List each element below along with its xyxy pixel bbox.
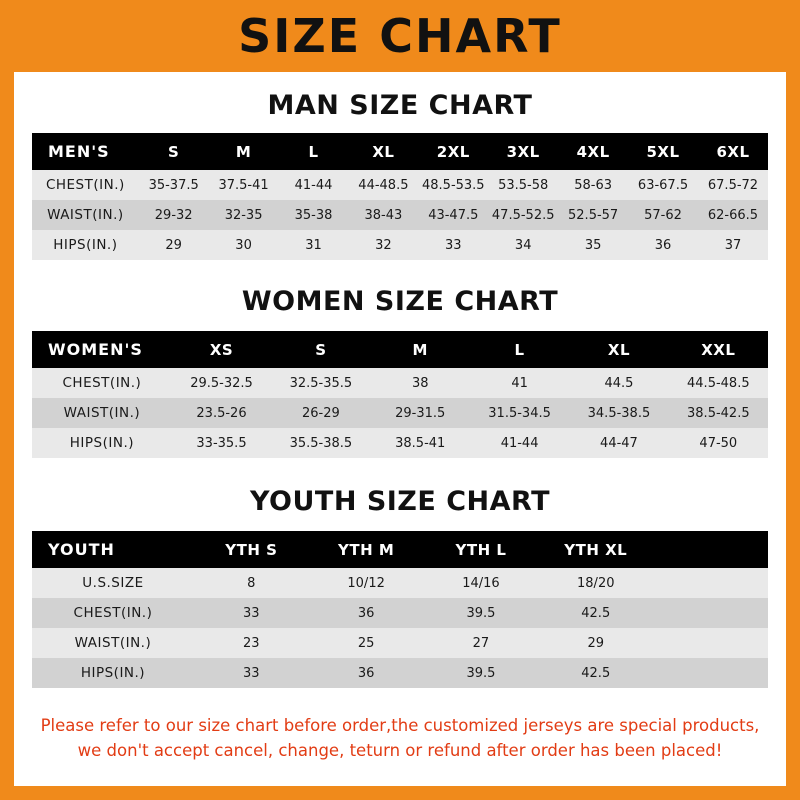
women-table-body [32,368,768,458]
table-row [32,628,768,658]
header-band [0,0,800,72]
table-row [32,598,768,628]
women-waist-xxl: 38.5-42.5 [687,405,750,421]
youth-section-title: YOUTH SIZE CHART [249,486,551,517]
men-chest-6xl: 67.5-72 [707,177,759,193]
youth-header-yth-s: YTH S [225,540,278,559]
content [14,90,786,764]
youth-chest-xl: 42.5 [581,605,611,621]
women-chest-xxl: 44.5-48.5 [687,375,750,391]
women-chest-m: 38 [411,375,429,391]
men-waist-3xl: 47.5-52.5 [491,207,555,223]
men-hips-s: 29 [165,237,182,253]
men-header-2xl: 2XL [436,142,470,161]
footer-note-line1: Please refer to our size chart before order,the customized jerseys are special products, [40,716,760,735]
youth-ussize-spacer [653,568,768,598]
men-waist-4xl: 52.5-57 [568,207,619,223]
men-header-m: M [235,142,252,161]
men-waist-s: 29-32 [154,207,193,223]
footer-note [32,714,768,764]
women-hips-xs: 33-35.5 [196,435,247,451]
men-hips-label: HIPS(IN.) [53,237,118,253]
bottom-band [0,786,800,800]
women-hips-m: 38.5-41 [395,435,446,451]
men-chest-m: 37.5-41 [218,177,269,193]
youth-chest-l: 39.5 [466,605,496,621]
men-chest-s: 35-37.5 [148,177,199,193]
youth-hips-l: 39.5 [466,665,496,681]
youth-header-label: YOUTH [48,540,115,559]
women-header-label: WOMEN'S [48,340,143,359]
men-waist-m: 32-35 [224,207,263,223]
women-waist-xs: 23.5-26 [196,405,247,421]
women-waist-xl: 34.5-38.5 [587,405,651,421]
men-size-table [32,133,768,260]
youth-size-table [32,531,768,688]
women-header-m: M [412,340,428,359]
men-header-5xl: 5XL [646,142,680,161]
men-chest-2xl: 48.5-53.5 [422,177,485,193]
table-header-row [32,531,768,568]
men-hips-xl: 32 [375,237,392,253]
youth-chest-m: 36 [357,605,375,621]
women-header-l: L [514,340,525,359]
men-chest-5xl: 63-67.5 [637,177,689,193]
men-section-title: MAN SIZE CHART [267,90,533,121]
youth-chest-spacer [653,598,768,628]
men-header-s: S [168,142,180,161]
men-chest-label: CHEST(IN.) [45,177,125,193]
men-chest-4xl: 58-63 [574,177,612,193]
men-waist-6xl: 62-66.5 [707,207,759,223]
table-row [32,200,768,230]
men-hips-l: 31 [305,237,322,253]
men-waist-label: WAIST(IN.) [47,207,124,223]
men-waist-5xl: 57-62 [644,207,682,223]
men-hips-6xl: 37 [724,237,742,253]
women-hips-l: 41-44 [500,435,539,451]
women-chest-s: 32.5-35.5 [289,375,353,391]
table-header-row [32,133,768,170]
youth-ussize-label: U.S.SIZE [82,575,144,591]
women-waist-l: 31.5-34.5 [488,405,551,421]
men-header-6xl: 6XL [716,142,750,161]
women-chest-label: CHEST(IN.) [62,375,142,391]
youth-table-body [32,568,768,688]
table-row [32,568,768,598]
women-table-header [32,331,768,368]
men-chest-xl: 44-48.5 [358,177,409,193]
youth-ussize-s: 8 [247,575,256,591]
women-waist-m: 29-31.5 [395,405,446,421]
men-hips-5xl: 36 [654,237,672,253]
youth-hips-s: 33 [243,665,260,681]
women-chest-l: 41 [511,375,528,391]
women-chest-xs: 29.5-32.5 [190,375,253,391]
youth-hips-m: 36 [357,665,375,681]
youth-hips-spacer [653,658,768,688]
men-waist-xl: 38-43 [364,207,403,223]
women-header-xl: XL [607,340,630,359]
youth-header-yth-m: YTH M [337,540,395,559]
youth-ussize-l: 14/16 [462,575,500,591]
table-row [32,230,768,260]
men-hips-3xl: 34 [514,237,532,253]
men-table-body [32,170,768,260]
table-row [32,398,768,428]
women-size-table [32,331,768,458]
table-row [32,368,768,398]
men-header-xl: XL [372,142,395,161]
table-row [32,428,768,458]
women-chest-xl: 44.5 [604,375,634,391]
men-hips-m: 30 [235,237,252,253]
youth-waist-m: 25 [357,635,375,651]
women-waist-s: 26-29 [301,405,340,421]
youth-hips-label: HIPS(IN.) [80,665,146,681]
youth-header-spacer [653,531,768,568]
women-section-title: WOMEN SIZE CHART [241,286,559,317]
table-row [32,170,768,200]
table-row [32,658,768,688]
youth-waist-s: 23 [243,635,260,651]
youth-header-yth-l: YTH L [455,540,507,559]
youth-waist-label: WAIST(IN.) [74,635,152,651]
youth-table-header [32,531,768,568]
men-hips-4xl: 35 [584,237,602,253]
youth-header-yth-xl: YTH XL [564,540,628,559]
women-header-xxl: XXL [701,340,736,359]
men-waist-l: 35-38 [294,207,333,223]
men-waist-2xl: 43-47.5 [428,207,479,223]
youth-waist-spacer [653,628,768,658]
women-hips-xxl: 47-50 [699,435,738,451]
women-hips-xl: 44-47 [600,435,638,451]
men-chest-l: 41-44 [294,177,333,193]
youth-ussize-m: 10/12 [347,575,385,591]
men-header-3xl: 3XL [506,142,540,161]
youth-ussize-xl: 18/20 [577,575,615,591]
youth-chest-label: CHEST(IN.) [73,605,153,621]
men-table-header [32,133,768,170]
footer-note-line2: we don't accept cancel, change, teturn or refund after order has been placed! [77,740,723,760]
youth-waist-xl: 29 [587,635,605,651]
men-header-l: L [308,142,319,161]
women-hips-s: 35.5-38.5 [289,435,353,451]
women-waist-label: WAIST(IN.) [63,405,141,421]
table-header-row [32,331,768,368]
youth-hips-xl: 42.5 [581,665,611,681]
men-chest-3xl: 53.5-58 [498,177,549,193]
women-header-xs: XS [209,340,234,359]
youth-chest-s: 33 [243,605,260,621]
men-header-label: MEN'S [48,142,110,161]
men-header-4xl: 4XL [576,142,610,161]
men-hips-2xl: 33 [445,237,462,253]
women-header-s: S [315,340,327,359]
women-hips-label: HIPS(IN.) [69,435,135,451]
page-title: SIZE CHART [238,9,562,63]
youth-waist-l: 27 [472,635,490,651]
